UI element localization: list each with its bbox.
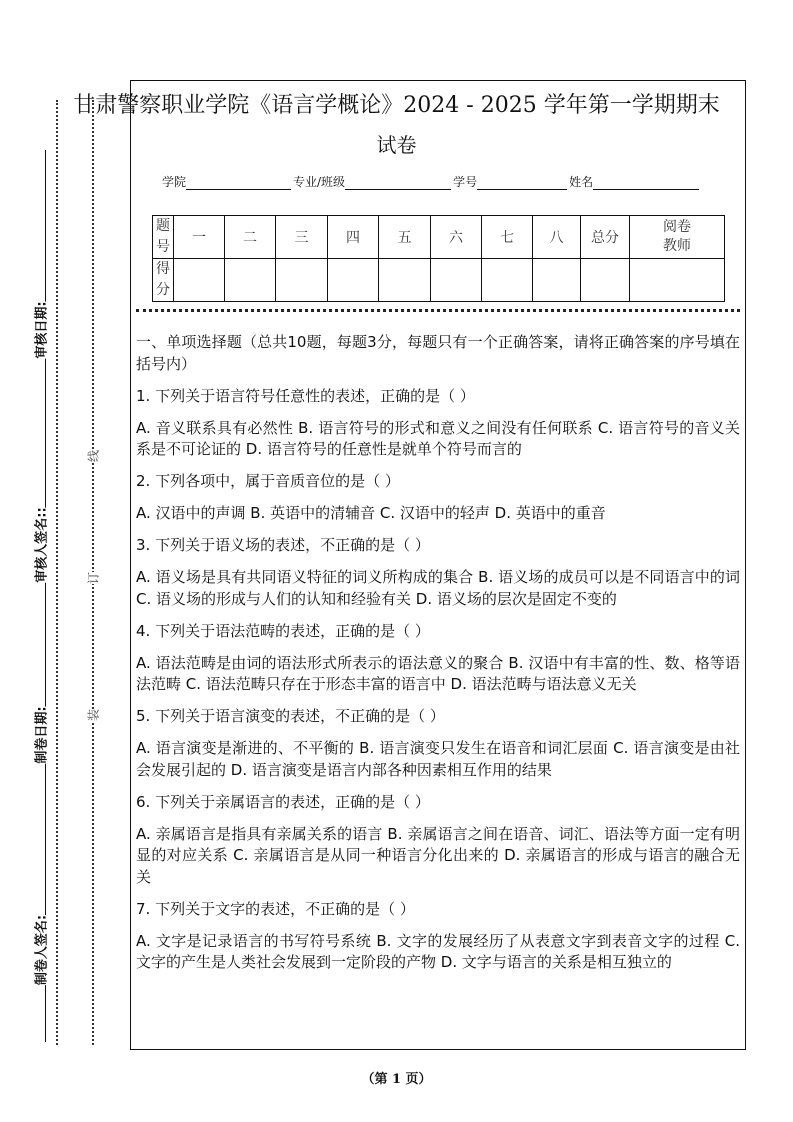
- col-3: 三: [276, 216, 328, 259]
- college-label: 学院: [162, 175, 187, 189]
- score-cell: [533, 259, 581, 302]
- dotted-separator: [136, 309, 740, 312]
- page-number: （第 1 页）: [361, 1072, 432, 1087]
- question-options: A. 语法范畴是由词的语法形式所表示的语法意义的聚合 B. 汉语中有丰富的性、数、格等语法范畴 C. 语法范畴只存在于形态丰富的语言中 D. 语法范畴与语法意义无关: [136, 653, 740, 693]
- question: 3. 下列关于语义场的表述，不正确的是（ ）: [136, 536, 430, 554]
- signature-line: [45, 150, 46, 1042]
- major-field[interactable]: [345, 175, 451, 190]
- col-8: 八: [533, 216, 581, 259]
- major-label: 专业/班级: [293, 175, 346, 189]
- reviewer-header: 阅卷 教师: [630, 216, 725, 259]
- reviewer-sign-label: 审核人签名::: [27, 507, 54, 582]
- col-total: 总分: [581, 216, 630, 259]
- dotted-margin-line: [56, 100, 58, 1045]
- student-id-label: 学号: [453, 175, 478, 189]
- question-number-header: 题 号: [153, 216, 174, 259]
- cut-load-label: 装: [83, 709, 104, 721]
- question-options: A. 语言演变是渐进的、不平衡的 B. 语言演变只发生在语音和词汇层面 C. 语言演变是由社会发展引起的 D. 语言演变是语言内部各种因素相互作用的结果: [136, 739, 740, 779]
- question: 1. 下列关于语言符号任意性的表述，正确的是（ ）: [136, 386, 475, 405]
- section-heading: 一、单项选择题（总共10题，每题3分，每题只有一个正确答案，请将正确答案的序号填在括号内）: [136, 333, 740, 373]
- question: 5. 下列关于语言演变的表述，不正确的是（ ）: [136, 707, 445, 725]
- score-cell: [482, 259, 533, 302]
- score-cell: [431, 259, 482, 302]
- col-6: 六: [431, 216, 482, 259]
- question-options: A. 汉语中的声调 B. 英语中的清辅音 C. 汉语中的轻声 D. 英语中的重音: [136, 504, 606, 522]
- student-id-field[interactable]: [477, 175, 567, 190]
- score-cell: [328, 259, 379, 302]
- col-4: 四: [328, 216, 379, 259]
- make-date-label: 制卷日期:: [27, 706, 54, 763]
- cut-bind-label: 订: [83, 572, 104, 584]
- question-options: A. 音义联系具有必然性 B. 语言符号的形式和意义之间没有任何联系 C. 语言符号的音义关系是不可论证的 D. 语言符号的任意性是就单个符号而言的: [136, 418, 740, 458]
- exam-title: 甘肃警察职业学院《语言学概论》2024 - 2025 学年第一学期期末: [73, 93, 720, 118]
- student-info: [162, 173, 701, 190]
- question: 4. 下列关于语法范畴的表述，正确的是（ ）: [136, 621, 430, 640]
- name-field[interactable]: [593, 175, 699, 190]
- question-options: A. 文字是记录语言的书写符号系统 B. 文字的发展经历了从表意文字到表音文字的过程 C. 文字的产生是人类社会发展到一定阶段的产物 D. 文字与语言的关系是相互独立的: [136, 931, 740, 971]
- score-cell: [276, 259, 328, 302]
- name-label: 姓名: [569, 175, 594, 189]
- question: 6. 下列关于亲属语言的表述，正确的是（ ）: [136, 792, 430, 811]
- question-options: A. 语义场是具有共同语义特征的词义所构成的集合 B. 语义场的成员可以是不同语言中的词 C. 语义场的形成与人们的认知和经验有关 D. 语义场的层次是固定不变的: [136, 568, 740, 608]
- score-cell: [225, 259, 276, 302]
- exam-title-line2: 试卷: [376, 133, 417, 157]
- question-options: A. 亲属语言是指具有亲属关系的语言 B. 亲属语言之间在语音、词汇、语法等方面一定有明显的对应关系 C. 亲属语言是从同一种语言分化出来的 D. 亲属语言的形成与语言的融合无关: [136, 824, 740, 886]
- score-cell: [581, 259, 630, 302]
- maker-sign-label: 制卷人签名:: [27, 915, 54, 985]
- question: 7. 下列关于文字的表述，不正确的是（ ）: [136, 899, 415, 918]
- col-2: 二: [225, 216, 276, 259]
- review-date-label: 审核日期:: [27, 301, 54, 358]
- score-row-header: 得 分: [153, 259, 174, 302]
- cut-line-label: 线: [83, 450, 104, 462]
- score-table: [152, 215, 725, 302]
- question: 2. 下列各项中，属于音质音位的是（ ）: [136, 472, 400, 490]
- col-5: 五: [379, 216, 431, 259]
- col-7: 七: [482, 216, 533, 259]
- score-cell: [630, 259, 725, 302]
- score-cell: [174, 259, 225, 302]
- score-cell: [379, 259, 431, 302]
- col-1: 一: [174, 216, 225, 259]
- college-field[interactable]: [186, 175, 291, 190]
- questions: [136, 332, 740, 984]
